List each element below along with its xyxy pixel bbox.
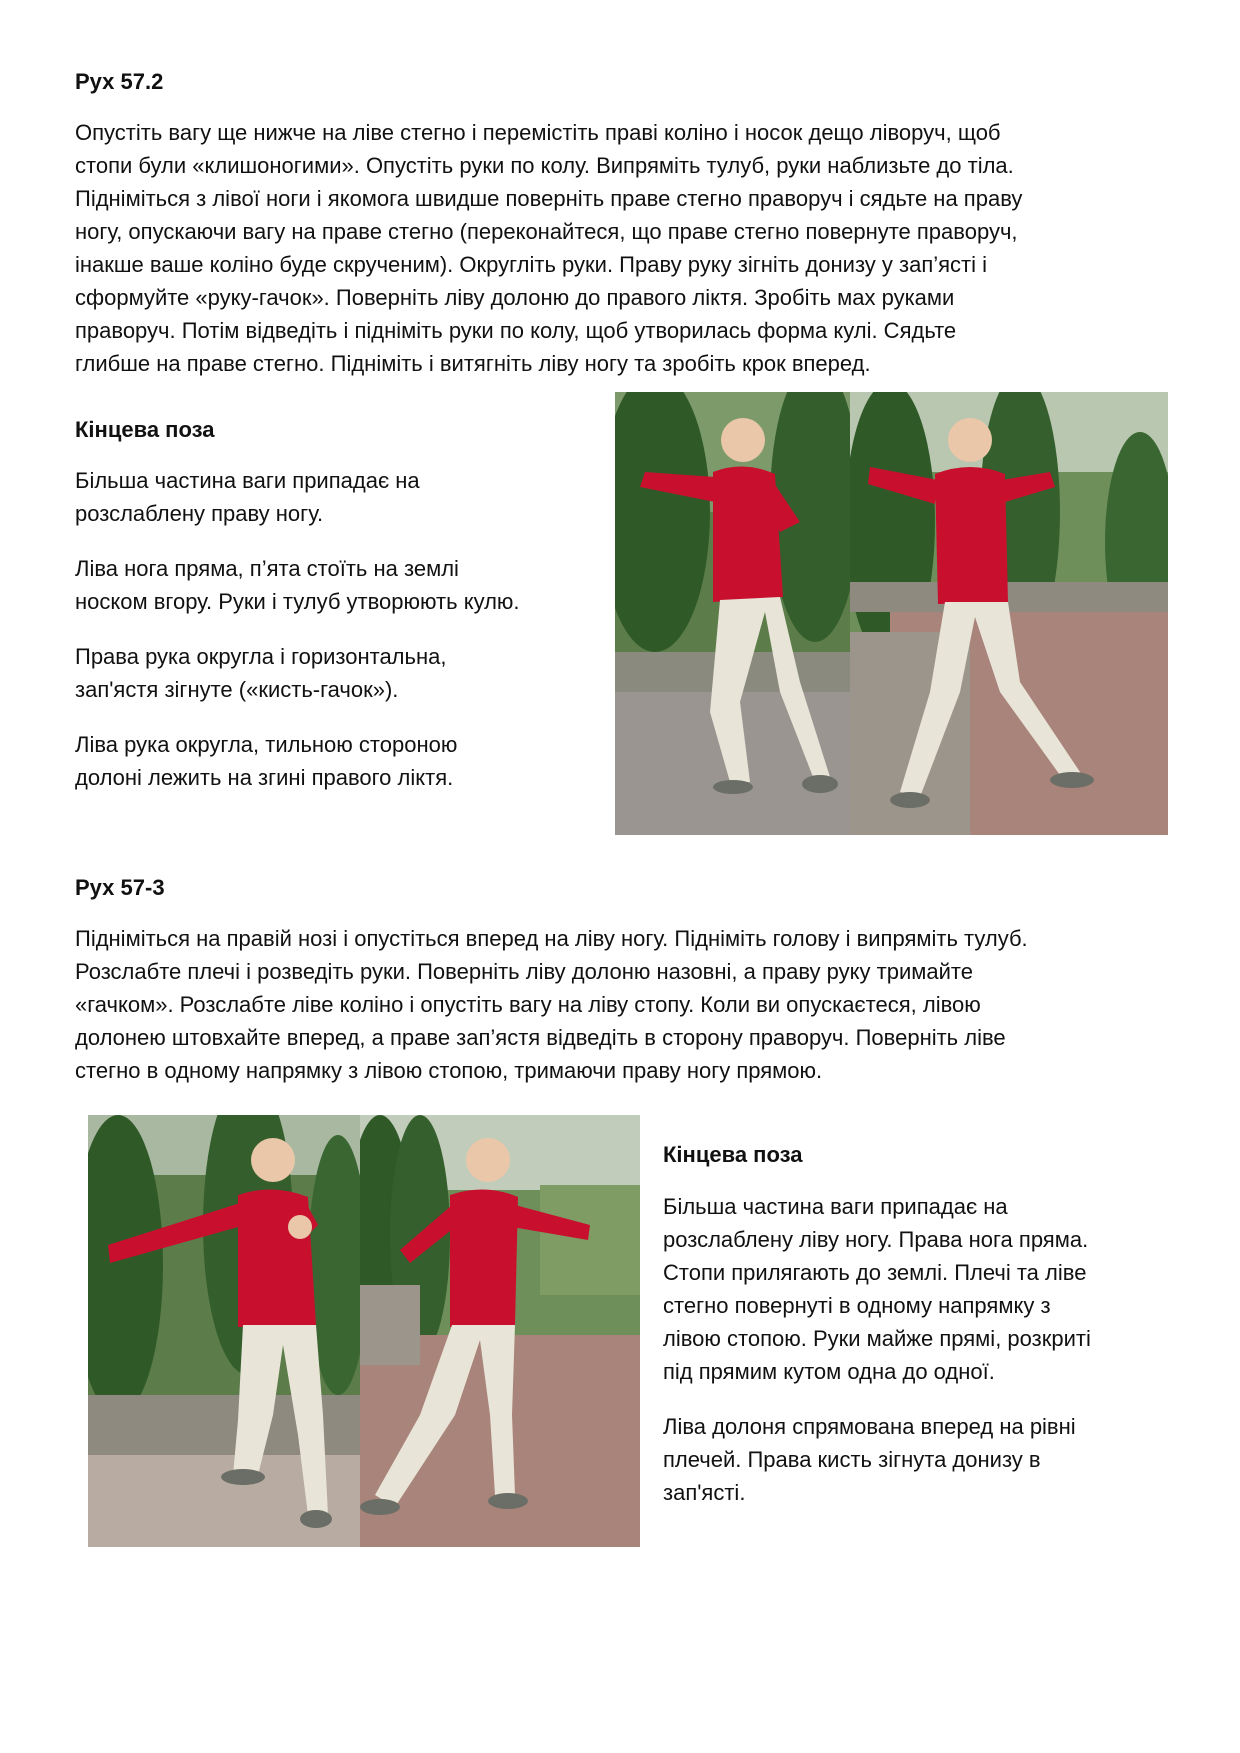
section1-final-pose-title: Кінцева поза (75, 417, 215, 442)
section1-final-pose-para-3 (75, 640, 446, 706)
text-line: «гачком». Розслабте ліве коліно і опустіть вагу на ліву стопу. Коли ви опускаєтеся, лівою (75, 992, 981, 1017)
section1-final-pose-para-4 (75, 728, 457, 794)
section2-final-pose-para-1 (663, 1190, 1091, 1388)
section1-intro (75, 116, 1175, 380)
text-line: Стопи прилягають до землі. Плечі та ліве (663, 1260, 1087, 1285)
section1-final-pose-para-1 (75, 464, 420, 530)
text-line: Більша частина ваги припадає на (663, 1194, 1008, 1219)
section2-final-pose-title: Кінцева поза (663, 1142, 803, 1167)
text-line: сформуйте «руку-гачок». Поверніть ліву долоню до правого ліктя. Зробіть мах руками (75, 285, 955, 310)
section2-final-pose-para-2 (663, 1410, 1076, 1509)
text-line: стегно повернуті в одному напрямку з (663, 1293, 1051, 1318)
text-line: Ліва нога пряма, п’ята стоїть на землі (75, 556, 459, 581)
section2-intro (75, 922, 1195, 1087)
text-line: зап'ясті. (663, 1480, 746, 1505)
text-line: стегно в одному напрямку з лівою стопою, тримаючи праву ногу прямою. (75, 1058, 823, 1083)
text-line: лівою стопою. Руки майже прямі, розкриті (663, 1326, 1091, 1351)
section1-title: Рух 57.2 (75, 69, 164, 94)
section1-final-pose-para-2 (75, 552, 520, 618)
text-line: Опустіть вагу ще нижче на ліве стегно і перемістіть праві коліно і носок дещо ліворуч, щоб (75, 120, 1001, 145)
pose-photo-57-2-left (615, 392, 850, 835)
text-line: інакше ваше коліно буде скрученим). Округліть руки. Праву руку зігніть донизу у зап’ясті і (75, 252, 988, 277)
text-line: Ліва долоня спрямована вперед на рівні (663, 1414, 1076, 1439)
pose-photo-57-2-right (850, 392, 1168, 835)
text-line: стопи були «клишоногими». Опустіть руки по колу. Випряміть тулуб, руки наблизьте до тіла. (75, 153, 1014, 178)
text-line: глибше на праве стегно. Підніміть і витягніть ліву ногу та зробіть крок вперед. (75, 351, 871, 376)
pose-photo-57-3-right (360, 1115, 640, 1547)
text-line: долонею штовхайте вперед, а праве зап’ястя відведіть в сторону праворуч. Поверніть ліве (75, 1025, 1006, 1050)
text-line: Ліва рука округла, тильною стороною (75, 732, 458, 757)
text-line: Підніміться на правій нозі і опустіться вперед на ліву ногу. Підніміть голову і випряміть тулуб. (75, 926, 1028, 951)
text-line: Права рука округла і горизонтальна, (75, 644, 447, 669)
text-line: Підніміться з лівої ноги і якомога швидше поверніть праве стегно праворуч і сядьте на праву (75, 186, 1023, 211)
text-line: розслаблену ліву ногу. Права нога пряма. (663, 1227, 1089, 1252)
text-line: плечей. Права кисть зігнута донизу в (663, 1447, 1041, 1472)
text-line: ногу, опускаючи вагу на праве стегно (переконайтеся, що праве стегно повернуте праворуч, (75, 219, 1018, 244)
text-line: зап'ястя зігнуте («кисть-гачок»). (75, 677, 399, 702)
text-line: під прямим кутом одна до одної. (663, 1359, 995, 1384)
text-line: Більша частина ваги припадає на (75, 468, 420, 493)
pose-photo-57-3-left (88, 1115, 360, 1547)
section2-title: Рух 57-3 (75, 875, 165, 900)
text-line: носком вгору. Руки і тулуб утворюють кулю. (75, 589, 520, 614)
text-line: Розслабте плечі і розведіть руки. Поверніть ліву долоню назовні, а праву руку тримайте (75, 959, 973, 984)
text-line: долоні лежить на згині правого ліктя. (75, 765, 454, 790)
text-line: праворуч. Потім відведіть і підніміть руки по колу, щоб утворилась форма кулі. Сядьте (75, 318, 957, 343)
text-line: розслаблену праву ногу. (75, 501, 324, 526)
